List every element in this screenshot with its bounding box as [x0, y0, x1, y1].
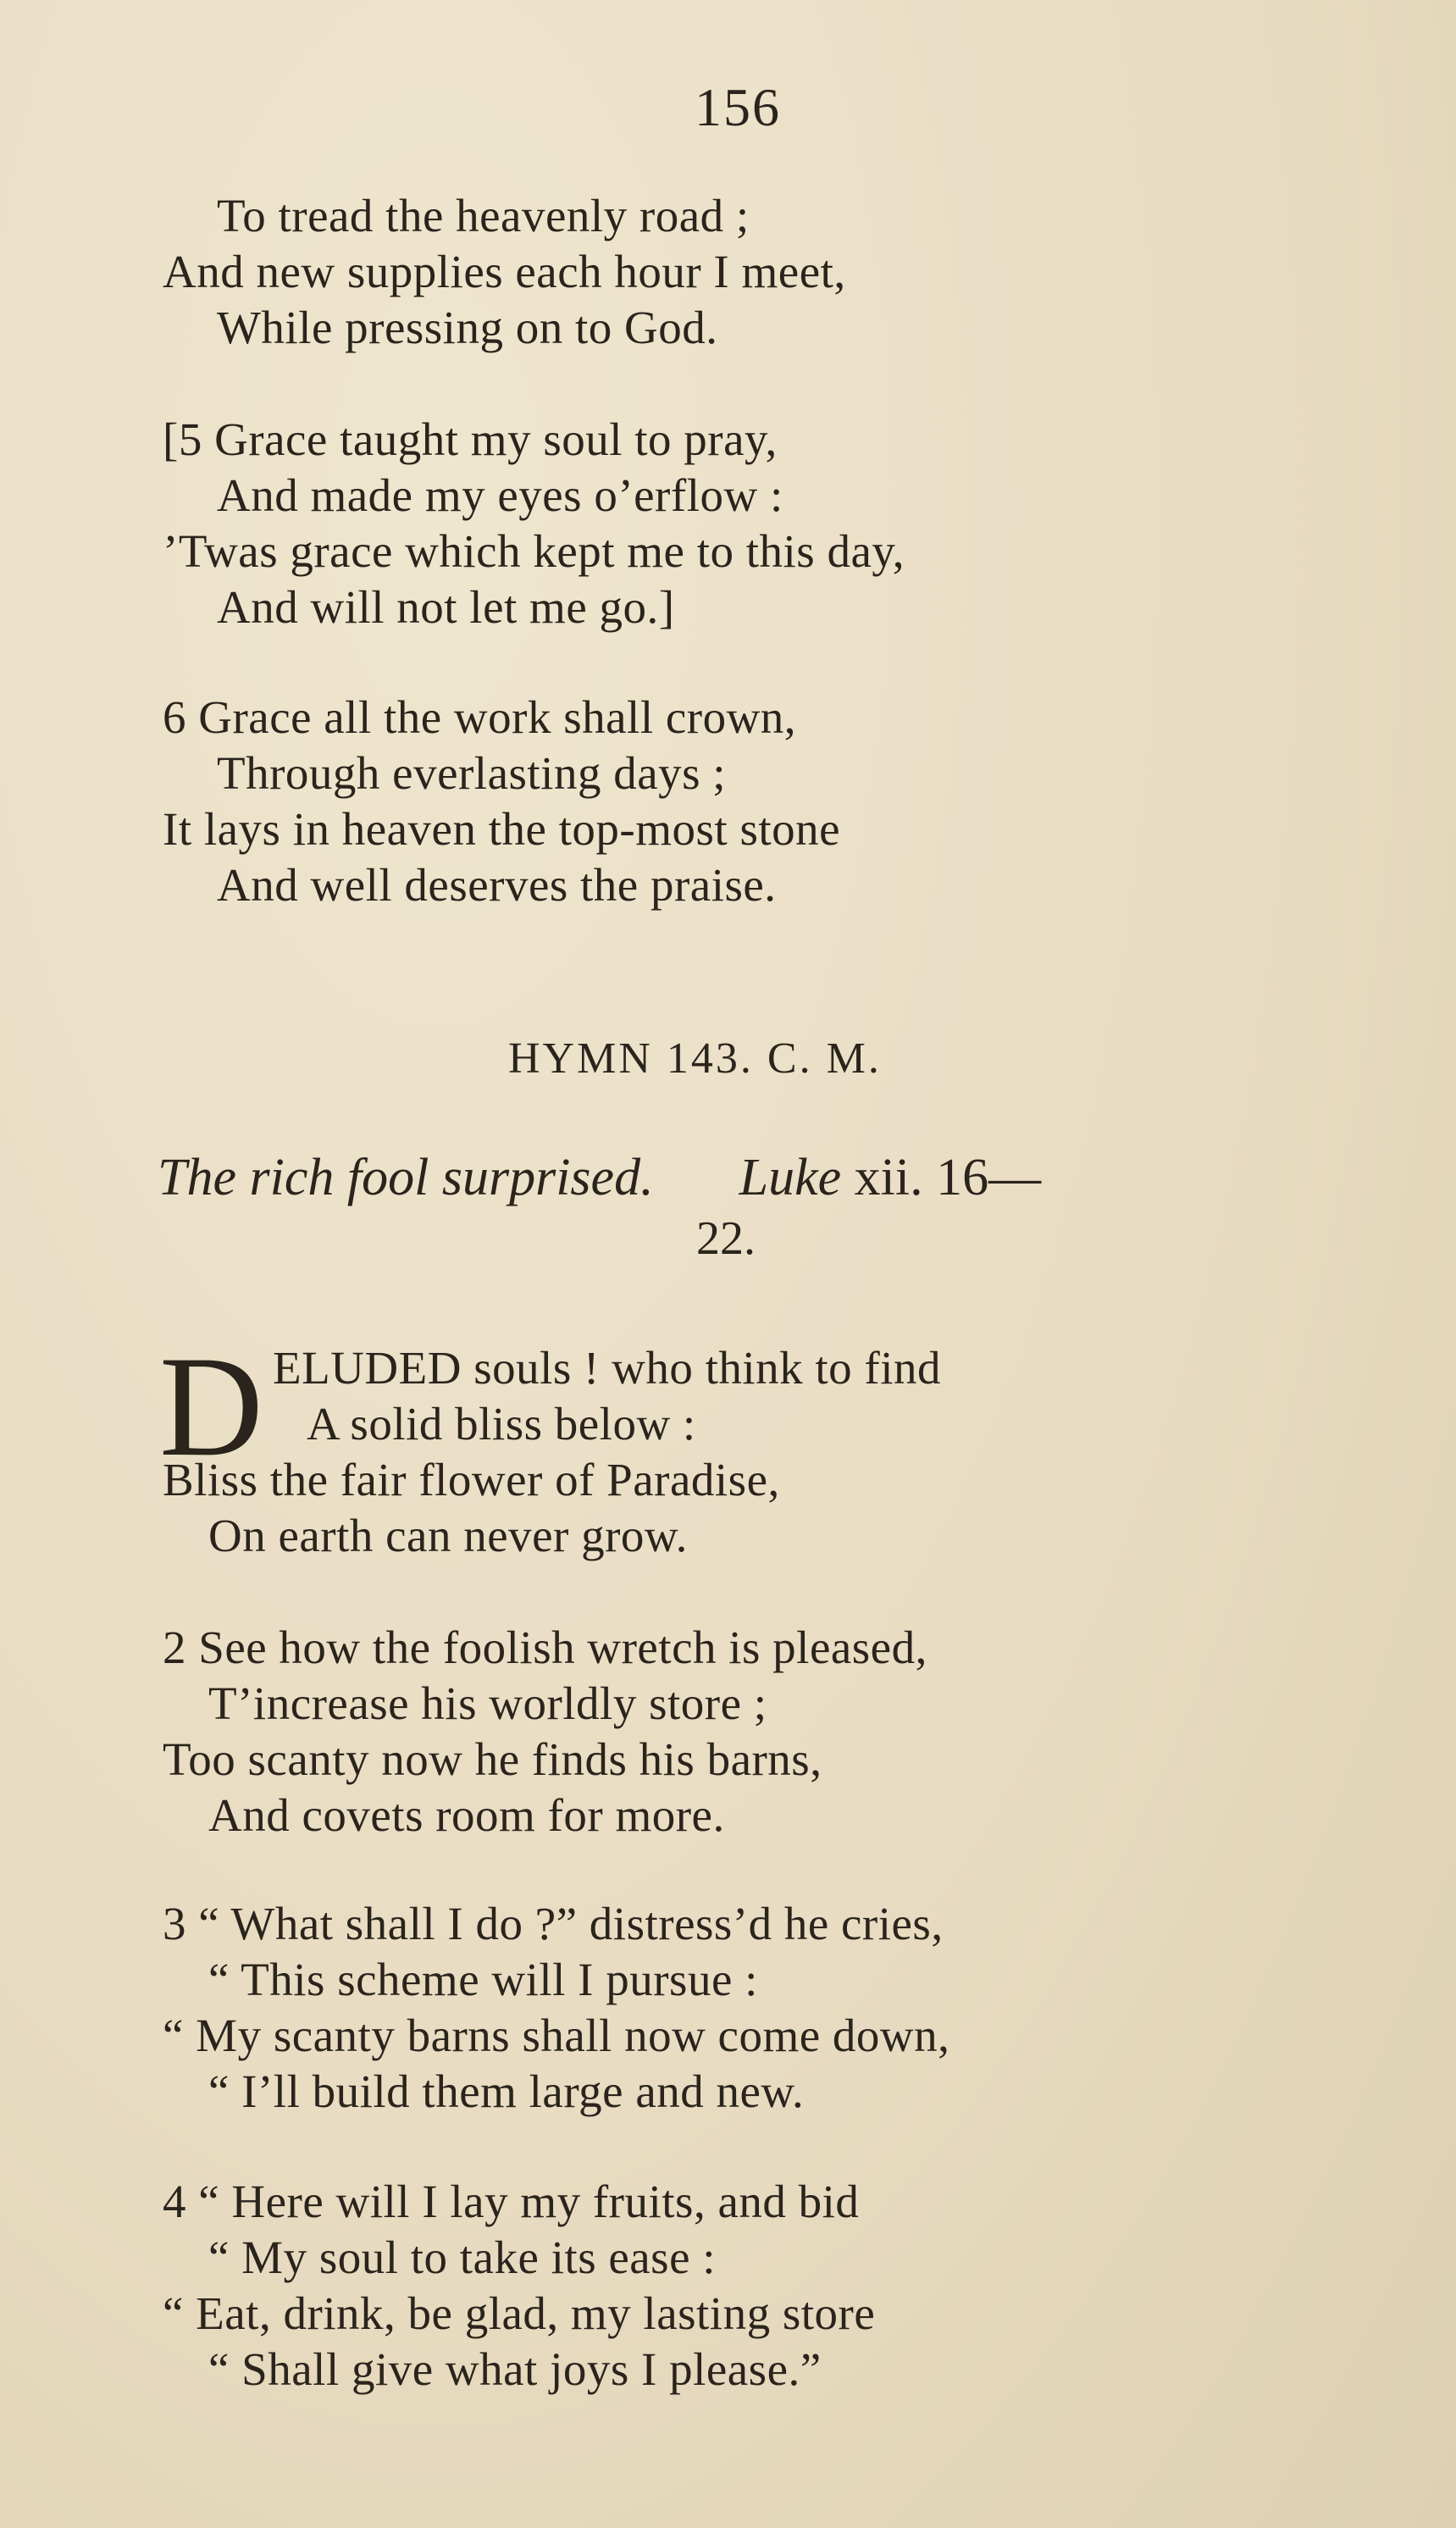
verse-line: A solid bliss below : — [307, 1398, 696, 1450]
verse-line: “ Shall give what joys I please.” — [208, 2343, 822, 2395]
verse-line: 3 “ What shall I do ?” distress’d he cries, — [163, 1898, 944, 1949]
verse-line: T’increase his worldly store ; — [208, 1677, 767, 1729]
scripture-book: Luke — [739, 1149, 842, 1206]
verse-line: ELUDED souls ! who think to find — [273, 1342, 942, 1394]
verse-line: And will not let me go.] — [217, 581, 675, 633]
verse-line: And new supplies each hour I meet, — [163, 246, 846, 297]
verse-line: And covets room for more. — [208, 1789, 725, 1841]
verse-line: Through everlasting days ; — [217, 747, 727, 799]
verse-line: “ My scanty barns shall now come down, — [163, 2010, 950, 2061]
verse-line: Too scanty now he finds his barns, — [163, 1733, 822, 1785]
verse-line: It lays in heaven the top-most stone — [163, 803, 841, 855]
verse-line: 6 Grace all the work shall crown, — [163, 691, 797, 743]
verse-line: “ This scheme will I pursue : — [208, 1954, 758, 2005]
scripture-reference-continued: 22. — [696, 1212, 756, 1265]
drop-cap: D — [159, 1327, 263, 1486]
verse-line: On earth can never grow. — [208, 1510, 688, 1561]
hymn-subtitle — [158, 1148, 1041, 1208]
hymn-title: HYMN 143. C. M. — [508, 1034, 882, 1083]
verse-line: Bliss the fair flower of Paradise, — [163, 1454, 780, 1505]
verse-line: “ I’ll build them large and new. — [208, 2065, 805, 2117]
verse-line: 2 See how the foolish wretch is pleased, — [163, 1622, 927, 1673]
subtitle-text: The rich fool surprised. — [158, 1149, 654, 1206]
verse-line: And made my eyes o’erflow : — [217, 469, 783, 521]
verse-line: To tread the heavenly road ; — [217, 190, 750, 241]
verse-line: “ My soul to take its ease : — [208, 2231, 717, 2283]
verse-line: [5 Grace taught my soul to pray, — [163, 413, 778, 465]
verse-line: While pressing on to God. — [217, 302, 718, 353]
verse-line: “ Eat, drink, be glad, my lasting store — [163, 2287, 876, 2339]
verse-line: ’Twas grace which kept me to this day, — [163, 525, 905, 577]
page-number: 156 — [695, 77, 781, 137]
scripture-reference: xii. 16— — [854, 1149, 1042, 1206]
verse-line: And well deserves the praise. — [217, 859, 777, 911]
verse-line: 4 “ Here will I lay my fruits, and bid — [163, 2176, 860, 2227]
